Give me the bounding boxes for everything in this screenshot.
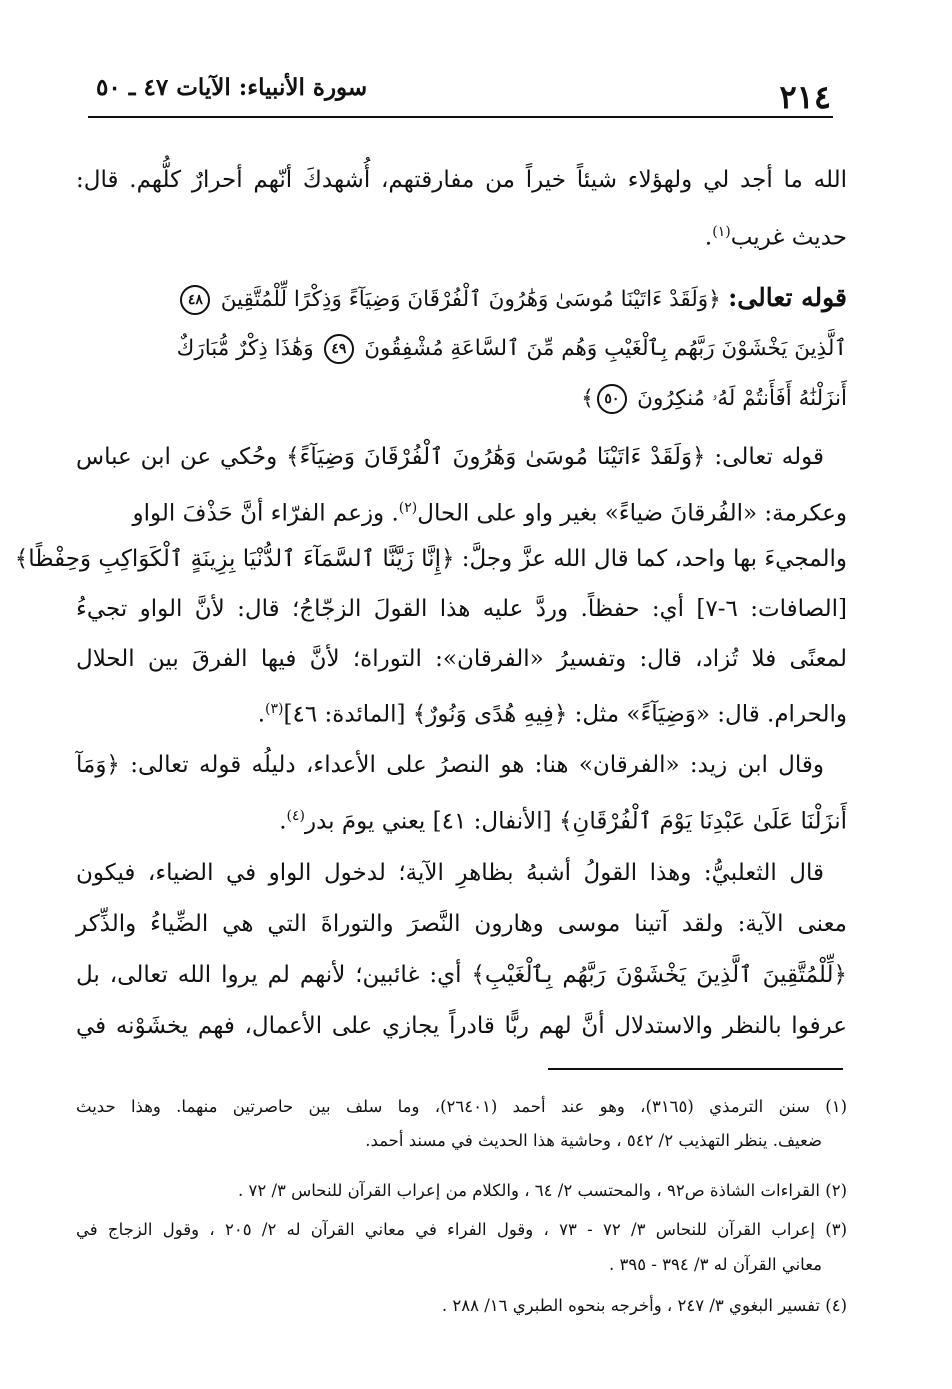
ayah-number-50: ٥٠ [597,384,627,414]
quran-line-2: ٱلَّذِينَ يَخْشَوْنَ رَبَّهُم بِٱلْغَيْبِ وَهُم مِّنَ ٱلسَّاعَةِ مُشْفِقُونَ ٤٩ وَهَٰذَا ذِكْرٌ مُّبَارَكٌ [177,328,847,369]
quran-lead: قوله تعالى: [728,283,847,312]
footnote-divider [548,1068,843,1070]
footnote-2: (٢) القراءات الشاذة ص٩٢ ، والمحتسب ٢/ ٦٤ ، والكلام من إعراب القرآن للنحاس ٣/ ٧٢ . [237,1181,847,1200]
quran-line-1: قوله تعالى: ﴿وَلَقَدْ ءَاتَيْنَا مُوسَىٰ وَهَٰرُونَ ٱلْفُرْقَانَ وَضِيَآءً وَذِكْرًا لِّلْمُتَّقِينَ ٤٨ [177,278,847,320]
body-line: قال الثعلبيُّ: وهذا القولُ أشبهُ بظاهرِ الآية؛ لدخول الواو في الضياء، فيكون [76,860,825,886]
body-line: والحرام. قال: «وَضِيَآءً» مثل: ﴿فِيهِ هُدًى وَنُورٌ﴾ [المائدة: ٤٦]$^{(٣)}$. [257,701,847,728]
body-line: حديث غريب$^{(١)}$. [704,224,847,251]
body-line: وعكرمة: «الفُرقانَ ضياءً» بغير واو على الحال$^{(٢)}$. وزعم الفرّاء أنَّ حَذْفَ الواو [132,500,847,527]
body-line: [الصافات: ٦-٧] أي: حفظاً. وردَّ عليه هذا القولَ الزجّاجُ؛ قال: لأنَّ الواو تجيءُ [76,596,847,622]
body-line: الله ما أجد لي ولهؤلاء شيئاً خيراً من مفارقتهم، أُشهدكَ أنّهم أحرارٌ كلُّهم. قال: [76,167,847,193]
body-line: والمجيءَ بها واحد، كما قال الله عزَّ وجلَّ: ﴿إِنَّا زَيَّنَّا ٱلسَّمَآءَ ٱلدُّنْيَا بِزِينَةٍ ٱلْكَوَاكِبِ وَحِفْظًا﴾ [14,546,847,572]
footnote-ref[interactable]: (٢) [398,500,418,516]
footnote-4: (٤) تفسير البغوي ٣/ ٢٤٧ ، وأخرجه بنحوه الطبري ١٦/ ٢٨٨ . [441,1296,847,1315]
footnote-1-cont: ضعيف. ينظر التهذيب ٢/ ٥٤٢ ، وحاشية هذا الحديث في مسند أحمد. [365,1131,822,1150]
footnote-3: (٣) إعراب القرآن للنحاس ٣/ ٧٢ - ٧٣ ، وقول الفراء في معاني القرآن له ٢/ ٢٠٥ ، وقول الزجاج في [76,1220,847,1239]
ayah-number-48: ٤٨ [180,285,210,315]
body-line: عرفوا بالنظر والاستدلال أنَّ لهم ربًّا قادراً يجازي على الأعمال، فهم يخشَوْنه في [76,1013,847,1039]
body-line: قوله تعالى: ﴿وَلَقَدْ ءَاتَيْنَا مُوسَىٰ وَهَٰرُونَ ٱلْفُرْقَانَ وَضِيَآءً﴾ وحُكي عن ابن عباس [76,444,824,470]
body-line: أَنزَلْنَا عَلَىٰ عَبْدِنَا يَوْمَ ٱلْفُرْقَانِ﴾ [الأنفال: ٤١] يعني يومَ بدر$^{(٤)}$. [279,808,847,835]
ayah-number-49: ٤٩ [324,334,354,364]
body-line: ﴿لِّلْمُتَّقِينَ ٱلَّذِينَ يَخْشَوْنَ رَبَّهُم بِٱلْغَيْبِ﴾ أي: غائبين؛ لأنهم لم يروا الله تعالى، بل [76,962,847,988]
running-title: سورة الأنبياء: الآيات ٤٧ ـ ٥٠ [96,74,368,101]
page-number: ٢١٤ [779,78,831,116]
footnote-ref[interactable]: (٣) [265,701,284,717]
page-header [88,72,833,118]
footnote-1: (١) سنن الترمذي (٣١٦٥)، وهو عند أحمد (٢٦٤٠١)، وما سلف بين حاصرتين منهما. وهذا حديث [76,1097,847,1116]
body-line: وقال ابن زيد: «الفرقان» هنا: هو النصرُ على الأعداء، دليلُه قوله تعالى: ﴿وَمَآ [76,752,824,778]
footnote-ref[interactable]: (٤) [286,808,305,824]
quran-line-3: أَنزَلْنَٰهُ أَفَأَنتُمْ لَهُۥ مُنكِرُونَ ٥٠﴾ [581,378,847,419]
footnote-3-cont: معاني القرآن له ٣/ ٣٩٤ - ٣٩٥ . [609,1255,822,1274]
body-line: معنى الآية: ولقد آتينا موسى وهارون النَّصرَ والتوراةَ التي هي الضِّياءُ والذِّكر [76,911,847,937]
body-line: لمعنًى فلا تُزاد، قال: وتفسيرُ «الفرقان»: التوراة؛ لأنَّ فيها الفرقَ بين الحلال [76,646,847,672]
footnote-ref[interactable]: (١) [712,224,731,240]
